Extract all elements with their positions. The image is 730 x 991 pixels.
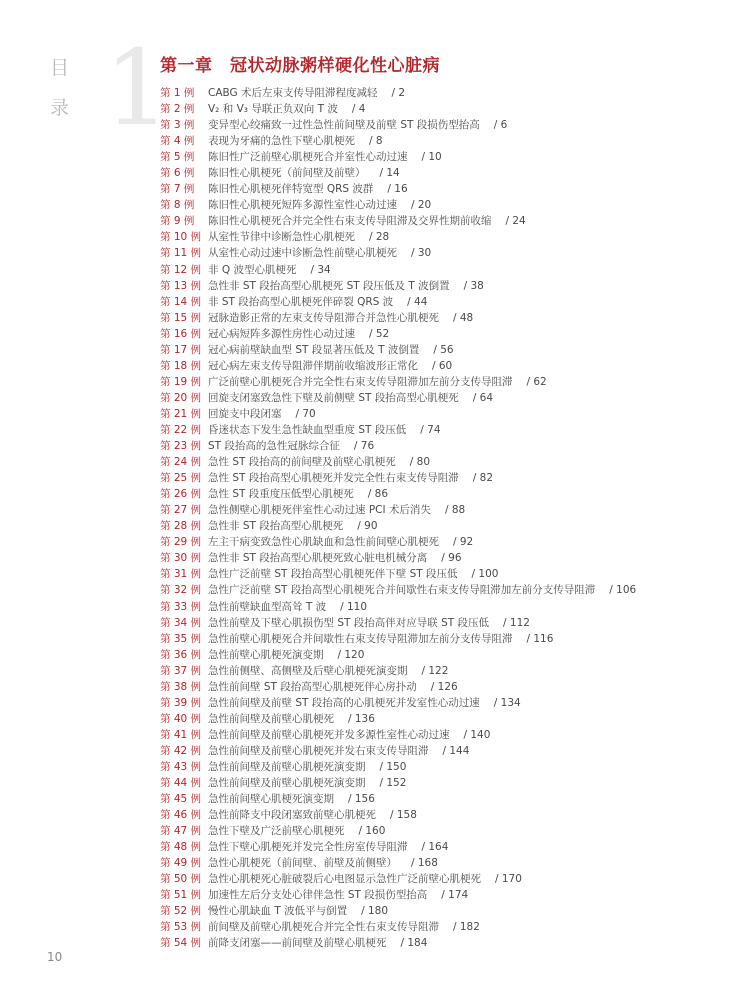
chapter-title: 第一章 冠状动脉粥样硬化性心脏病 — [160, 56, 440, 76]
toc-case-number: 第 27 例 — [160, 504, 202, 517]
toc-case-title: 急性广泛前壁 ST 段抬高型心肌梗死合并间歇性右束支传导阻滞加左前分支传导阻滞 — [208, 584, 596, 597]
toc-page-ref: / 38 — [463, 279, 484, 292]
toc-page-ref: / 158 — [390, 809, 417, 822]
toc-case-number: 第 44 例 — [160, 777, 202, 790]
toc-entry[interactable] — [160, 310, 720, 326]
toc-entry[interactable] — [160, 679, 720, 695]
toc-entry[interactable] — [160, 326, 720, 342]
toc-case-title: 急性非 ST 段抬高型心肌梗死致心脏电机械分离 — [208, 552, 428, 565]
toc-case-number: 第 7 例 — [160, 183, 195, 196]
toc-case-number: 第 22 例 — [160, 423, 202, 436]
toc-case-title: 陈旧性心肌梗死短阵多源性室性心动过速 — [208, 199, 397, 212]
toc-case-number: 第 24 例 — [160, 456, 202, 469]
toc-case-title: 急性前壁缺血型高耸 T 波 — [208, 600, 327, 613]
toc-case-title: 急性心肌梗死（前间壁、前壁及前侧壁） — [208, 857, 397, 870]
toc-entry[interactable] — [160, 919, 720, 935]
toc-page-ref: / 136 — [348, 712, 375, 725]
toc-case-title: 急性前侧壁、高侧壁及后壁心肌梗死演变期 — [208, 664, 408, 677]
toc-case-number: 第 52 例 — [160, 905, 202, 918]
toc-case-number: 第 34 例 — [160, 616, 202, 629]
toc-case-title: 冠心病短阵多源性房性心动过速 — [208, 327, 355, 340]
toc-page-ref: / 64 — [472, 391, 494, 404]
toc-page-ref: / 20 — [411, 199, 432, 212]
toc-case-number: 第 50 例 — [160, 873, 202, 886]
toc-page-ref: / 24 — [505, 215, 526, 228]
toc-entry[interactable] — [160, 422, 720, 438]
toc-case-number: 第 48 例 — [160, 841, 202, 854]
toc-page-ref: / 76 — [353, 440, 375, 453]
toc-entry[interactable] — [160, 615, 720, 631]
toc-case-title: 急性前壁及下壁心肌损伤型 ST 段抬高伴对应导联 ST 段压低 — [208, 616, 490, 629]
toc-case-title: 急性 ST 段抬高的前间壁及前壁心肌梗死 — [208, 456, 396, 469]
toc-page-ref: / 150 — [379, 760, 407, 773]
toc-sidebar-char-1: 目 — [50, 57, 70, 79]
toc-page-ref: / 10 — [421, 151, 442, 164]
toc-case-number: 第 18 例 — [160, 359, 202, 372]
toc-entry[interactable] — [160, 566, 720, 582]
toc-page-ref: / 86 — [367, 488, 389, 501]
toc-case-number: 第 11 例 — [160, 247, 202, 260]
toc-entry[interactable] — [160, 807, 720, 823]
toc-entry[interactable] — [160, 550, 720, 566]
toc-case-title: 急性前间壁及前壁心肌梗死并发右束支传导阻滞 — [208, 744, 429, 757]
toc-case-title: 急性侧壁心肌梗死伴室性心动过速 PCI 术后消失 — [208, 504, 431, 517]
toc-page-ref: / 28 — [369, 231, 390, 244]
toc-case-number: 第 15 例 — [160, 311, 202, 324]
toc-entry[interactable] — [160, 149, 720, 165]
toc-page-ref: / 144 — [442, 744, 470, 757]
toc-case-title: 加速性左后分支处心律伴急性 ST 段损伤型抬高 — [208, 889, 428, 902]
toc-entry[interactable] — [160, 502, 720, 518]
toc-case-title: ST 段抬高的急性冠脉综合征 — [208, 440, 340, 453]
toc-case-number: 第 43 例 — [160, 760, 202, 773]
toc-case-number: 第 9 例 — [160, 215, 195, 228]
toc-page-ref: / 160 — [358, 825, 386, 838]
toc-case-number: 第 33 例 — [160, 600, 202, 613]
toc-case-title: 前间壁及前壁心肌梗死合并完全性右束支传导阻滞 — [208, 921, 439, 934]
toc-case-title: 陈旧性心肌梗死合并完全性右束支传导阻滞及交界性期前收缩 — [208, 215, 492, 228]
toc-entry[interactable] — [160, 342, 720, 358]
toc-page-ref: / 34 — [310, 263, 331, 276]
toc-page-ref: / 116 — [526, 632, 554, 645]
toc-case-title: 冠心病前壁缺血型 ST 段显著压低及 T 波倒置 — [208, 343, 420, 356]
toc-page-ref: / 80 — [409, 456, 431, 469]
toc-case-number: 第 16 例 — [160, 327, 202, 340]
toc-case-title: 急性 ST 段重度压低型心肌梗死 — [208, 488, 354, 501]
toc-sidebar-char-2: 录 — [50, 97, 70, 119]
toc-entry[interactable] — [160, 839, 720, 855]
toc-entry[interactable] — [160, 743, 720, 759]
toc-entry[interactable] — [160, 165, 720, 181]
toc-sidebar-title — [50, 48, 74, 128]
toc-case-title: 急性前降支中段闭塞致前壁心肌梗死 — [208, 809, 376, 822]
toc-case-title: 急性非 ST 段抬高型心肌梗死 ST 段压低及 T 波倒置 — [208, 279, 450, 292]
toc-page-ref: / 182 — [453, 921, 480, 934]
toc-page-ref: / 170 — [495, 873, 522, 886]
toc-entry[interactable] — [160, 438, 720, 454]
toc-entry[interactable] — [160, 85, 720, 101]
toc-case-number: 第 28 例 — [160, 520, 202, 533]
toc-case-number: 第 19 例 — [160, 375, 202, 388]
toc-page-ref: / 60 — [432, 359, 453, 372]
toc-page-ref: / 92 — [453, 536, 474, 549]
toc-case-title: 前降支闭塞——前间壁及前壁心肌梗死 — [208, 937, 387, 950]
toc-case-title: 急性心肌梗死心脏破裂后心电图显示急性广泛前壁心肌梗死 — [208, 873, 481, 886]
toc-case-title: 急性前间壁及前壁心肌梗死演变期 — [208, 760, 366, 773]
toc-case-title: 急性前壁心肌梗死演变期 — [208, 648, 324, 661]
toc-entry[interactable] — [160, 133, 720, 149]
toc-page-ref: / 112 — [503, 616, 530, 629]
toc-entry[interactable] — [160, 518, 720, 534]
toc-case-title: 急性前间壁及前壁 ST 段抬高的心肌梗死并发室性心动过速 — [208, 696, 480, 709]
toc-case-number: 第 23 例 — [160, 440, 202, 453]
toc-case-title: 冠脉造影正常的左束支传导阻滞合并急性心肌梗死 — [208, 311, 439, 324]
toc-case-number: 第 14 例 — [160, 295, 202, 308]
toc-page-ref: / 30 — [411, 247, 432, 260]
toc-case-number: 第 54 例 — [160, 937, 202, 950]
toc-case-title: 表现为牙痛的急性下壁心肌梗死 — [208, 135, 355, 148]
toc-case-number: 第 10 例 — [160, 231, 202, 244]
toc-case-number: 第 4 例 — [160, 135, 195, 148]
toc-case-title: 从室性节律中诊断急性心肌梗死 — [208, 231, 355, 244]
toc-case-title: 急性广泛前壁 ST 段抬高型心肌梗死伴下壁 ST 段压低 — [208, 568, 458, 581]
toc-page-ref: / 4 — [351, 103, 366, 116]
toc-entry[interactable] — [160, 358, 720, 374]
toc-entry[interactable] — [160, 791, 720, 807]
toc-case-title: 昏迷状态下发生急性缺血型重度 ST 段压低 — [208, 423, 407, 436]
toc-list — [160, 85, 720, 952]
toc-entry[interactable] — [160, 245, 720, 261]
toc-entry[interactable] — [160, 390, 720, 406]
toc-entry[interactable] — [160, 262, 720, 278]
toc-entry[interactable] — [160, 454, 720, 470]
toc-page-ref: / 2 — [391, 87, 406, 99]
toc-entry[interactable] — [160, 823, 720, 839]
toc-case-number: 第 45 例 — [160, 793, 202, 806]
toc-page-ref: / 82 — [472, 472, 494, 485]
toc-case-number: 第 5 例 — [160, 151, 195, 164]
toc-page-ref: / 174 — [441, 889, 469, 902]
toc-case-title: 急性前间壁 ST 段抬高型心肌梗死伴心房扑动 — [208, 680, 417, 693]
toc-case-title: 急性前间壁及前壁心肌梗死演变期 — [208, 777, 366, 790]
toc-entry[interactable] — [160, 470, 720, 486]
toc-case-title: 陈旧性心肌梗死（前间壁及前壁） — [208, 167, 366, 180]
toc-page-ref: / 62 — [526, 375, 547, 388]
toc-case-title: 冠心病左束支传导阻滞伴期前收缩波形正常化 — [208, 359, 418, 372]
toc-case-number: 第 42 例 — [160, 744, 202, 757]
toc-case-number: 第 20 例 — [160, 391, 202, 404]
toc-page-ref: / 16 — [387, 183, 408, 196]
toc-page-ref: / 8 — [369, 135, 383, 148]
toc-page-ref: / 152 — [379, 777, 407, 790]
toc-page-ref: / 168 — [411, 857, 438, 870]
toc-page-ref: / 52 — [369, 327, 390, 340]
toc-case-number: 第 51 例 — [160, 889, 202, 902]
toc-case-number: 第 32 例 — [160, 584, 202, 597]
chapter-number: 1 — [104, 27, 171, 149]
toc-case-number: 第 30 例 — [160, 552, 202, 565]
toc-page-ref: / 184 — [400, 937, 428, 950]
toc-case-title: 急性前间壁心肌梗死演变期 — [208, 793, 334, 806]
toc-case-title: 急性 ST 段抬高型心肌梗死并发完全性右束支传导阻滞 — [208, 472, 459, 485]
toc-page-ref: / 106 — [609, 584, 637, 597]
toc-page-ref: / 110 — [340, 600, 368, 613]
toc-entry[interactable] — [160, 903, 720, 919]
toc-case-number: 第 41 例 — [160, 728, 202, 741]
toc-entry[interactable] — [160, 374, 720, 390]
toc-case-number: 第 40 例 — [160, 712, 202, 725]
toc-case-title: 急性前间壁及前壁心肌梗死并发多源性室性心动过速 — [208, 728, 450, 741]
toc-entry[interactable] — [160, 213, 720, 229]
toc-page-ref: / 90 — [357, 520, 378, 533]
toc-entry[interactable] — [160, 711, 720, 727]
toc-case-title: 回旋支中段闭塞 — [208, 407, 282, 420]
toc-page-ref: / 140 — [463, 728, 491, 741]
toc-case-number: 第 3 例 — [160, 119, 195, 132]
toc-case-title: 急性前壁心肌梗死合并间歇性右束支传导阻滞加左前分支传导阻滞 — [208, 632, 513, 645]
toc-page-ref: / 134 — [493, 696, 521, 709]
toc-case-number: 第 31 例 — [160, 568, 202, 581]
toc-case-number: 第 49 例 — [160, 857, 202, 870]
toc-page-ref: / 180 — [361, 905, 389, 918]
toc-page-ref: / 74 — [420, 423, 441, 436]
toc-page-ref: / 120 — [337, 648, 365, 661]
toc-case-title: 变异型心绞痛致一过性急性前间壁及前壁 ST 段损伤型抬高 — [208, 119, 480, 132]
toc-case-title: 急性前间壁及前壁心肌梗死 — [208, 712, 334, 725]
toc-case-number: 第 13 例 — [160, 279, 202, 292]
toc-case-number: 第 36 例 — [160, 648, 202, 661]
toc-case-number: 第 35 例 — [160, 632, 202, 645]
toc-case-number: 第 17 例 — [160, 343, 202, 356]
toc-entry[interactable] — [160, 294, 720, 310]
toc-case-number: 第 37 例 — [160, 664, 202, 677]
toc-entry[interactable] — [160, 229, 720, 245]
toc-entry[interactable] — [160, 935, 720, 951]
toc-page-ref: / 14 — [379, 167, 400, 180]
toc-case-title: 广泛前壁心肌梗死合并完全性右束支传导阻滞加左前分支传导阻滞 — [208, 375, 513, 388]
toc-entry[interactable] — [160, 775, 720, 791]
toc-page-ref: / 126 — [430, 680, 458, 693]
toc-page-ref: / 100 — [471, 568, 499, 581]
toc-entry[interactable] — [160, 599, 720, 615]
toc-entry[interactable] — [160, 101, 720, 117]
toc-case-number: 第 29 例 — [160, 536, 202, 549]
toc-case-number: 第 46 例 — [160, 809, 202, 822]
toc-entry[interactable] — [160, 663, 720, 679]
toc-page-ref: / 48 — [453, 311, 474, 324]
toc-case-number: 第 8 例 — [160, 199, 195, 212]
toc-case-title: 非 Q 波型心肌梗死 — [208, 263, 297, 276]
toc-page-ref: / 88 — [444, 504, 466, 517]
toc-entry[interactable] — [160, 759, 720, 775]
toc-entry[interactable] — [160, 855, 720, 871]
toc-entry[interactable] — [160, 887, 720, 903]
toc-case-number: 第 38 例 — [160, 680, 202, 693]
toc-page-ref: / 156 — [348, 793, 375, 806]
toc-case-title: 非 ST 段抬高型心肌梗死伴碎裂 QRS 波 — [208, 295, 394, 308]
toc-page-ref: / 164 — [421, 841, 449, 854]
toc-entry[interactable] — [160, 486, 720, 502]
toc-case-title: 左主干病变致急性心肌缺血和急性前间壁心肌梗死 — [208, 536, 439, 549]
toc-case-title: 急性非 ST 段抬高型心肌梗死 — [208, 520, 344, 533]
toc-case-title: CABG 术后左束支传导阻滞程度减轻 — [208, 87, 378, 99]
toc-page-ref: / 96 — [441, 552, 462, 565]
toc-case-title: 急性下壁及广泛前壁心肌梗死 — [208, 825, 345, 838]
toc-case-title: 慢性心肌缺血 T 波低平与倒置 — [208, 905, 348, 918]
toc-case-title: 回旋支闭塞致急性下壁及前侧壁 ST 段抬高型心肌梗死 — [208, 391, 459, 404]
toc-entry[interactable] — [160, 871, 720, 887]
toc-case-number: 第 47 例 — [160, 825, 202, 838]
toc-entry[interactable] — [160, 278, 720, 294]
toc-page-ref: / 6 — [493, 119, 508, 132]
toc-case-number: 第 6 例 — [160, 167, 195, 180]
toc-entry[interactable] — [160, 181, 720, 197]
toc-case-number: 第 39 例 — [160, 696, 202, 709]
toc-case-number: 第 21 例 — [160, 407, 202, 420]
toc-case-title: 急性下壁心肌梗死并发完全性房室传导阻滞 — [208, 841, 408, 854]
toc-entry[interactable] — [160, 534, 720, 550]
toc-entry[interactable] — [160, 197, 720, 213]
toc-case-number: 第 12 例 — [160, 263, 202, 276]
toc-entry[interactable] — [160, 406, 720, 422]
toc-page-ref: / 70 — [295, 407, 316, 420]
toc-page-ref: / 56 — [433, 343, 454, 356]
toc-case-title: V₂ 和 V₃ 导联正负双向 T 波 — [208, 103, 338, 116]
toc-case-number: 第 1 例 — [160, 87, 195, 99]
toc-page-ref: / 122 — [421, 664, 449, 677]
toc-page-ref: / 44 — [407, 295, 428, 308]
page-number: 10 — [47, 950, 63, 964]
toc-entry[interactable] — [160, 631, 720, 647]
toc-case-title: 从室性心动过速中诊断急性前壁心肌梗死 — [208, 247, 397, 260]
toc-entry[interactable] — [160, 117, 720, 133]
toc-case-title: 陈旧性心肌梗死伴特宽型 QRS 波群 — [208, 183, 374, 196]
toc-entry[interactable] — [160, 647, 720, 663]
toc-entry[interactable] — [160, 727, 720, 743]
toc-case-number: 第 2 例 — [160, 103, 195, 116]
toc-entry[interactable] — [160, 582, 720, 598]
toc-case-number: 第 26 例 — [160, 488, 202, 501]
toc-case-number: 第 25 例 — [160, 472, 202, 485]
toc-case-title: 陈旧性广泛前壁心肌梗死合并室性心动过速 — [208, 151, 408, 164]
toc-entry[interactable] — [160, 695, 720, 711]
toc-case-number: 第 53 例 — [160, 921, 202, 934]
